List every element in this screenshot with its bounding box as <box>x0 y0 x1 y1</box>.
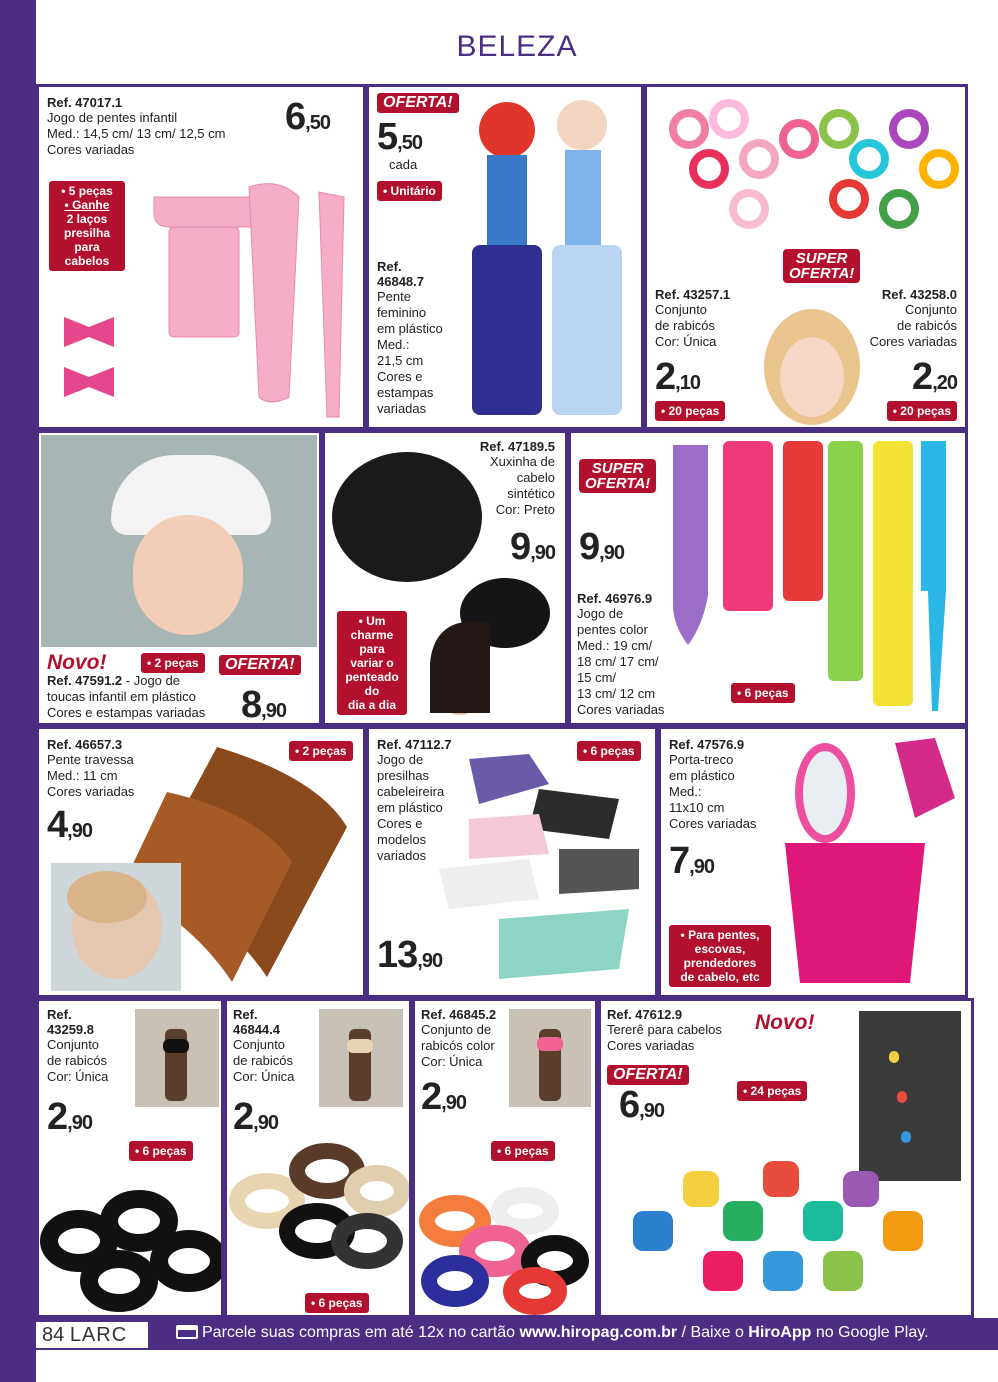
desc-3: Cor: Única <box>421 1054 483 1069</box>
desc-3: Cor: Única <box>47 1069 109 1084</box>
desc-2: presilhas <box>377 768 430 783</box>
ref: Ref. 47189.5 <box>479 439 555 454</box>
product-47591[interactable] <box>36 430 322 726</box>
combs-bows-image <box>59 177 359 427</box>
desc-1: Jogo de <box>377 752 424 767</box>
price-a: 2,10 <box>655 356 700 398</box>
desc-a-3: Cor: Única <box>655 334 717 349</box>
ponytail-image <box>135 1009 219 1107</box>
price: 8,90 <box>241 684 286 726</box>
price: 7,90 <box>669 840 714 882</box>
desc-2: Med.: 11 cm <box>47 768 118 783</box>
desc-4: Med.: <box>377 337 410 352</box>
desc-2: de rabicós <box>233 1053 293 1068</box>
price: 13,90 <box>377 934 443 976</box>
beads-image <box>603 1151 973 1317</box>
product-47576[interactable] <box>658 726 968 998</box>
price: 9,90 <box>510 526 555 568</box>
desc-7: Cores variadas <box>577 702 665 717</box>
hair-ties-image <box>649 89 965 249</box>
desc-1: Pente travessa <box>47 752 134 767</box>
basket-image <box>765 733 965 995</box>
ref: Ref. <box>377 259 402 274</box>
desc-6: Cores e <box>377 369 423 384</box>
ref-number: 46848.7 <box>377 274 424 289</box>
desc-1: Pente <box>377 289 411 304</box>
desc-4: 11x10 cm <box>669 800 725 815</box>
desc-2: de rabicós <box>47 1053 107 1068</box>
shower-cap-image <box>41 435 317 647</box>
desc-3: sintético <box>507 486 555 501</box>
product-47189[interactable] <box>322 430 568 726</box>
bullet-tag: • 6 peças <box>731 683 795 703</box>
desc-1: Conjunto de <box>421 1022 492 1037</box>
desc-1: Jogo de <box>577 606 624 621</box>
desc-3: Med.: 19 cm/ <box>577 638 653 653</box>
desc-1: - Jogo de <box>122 673 180 688</box>
black-ties-image <box>39 1181 224 1317</box>
bullet-tag: • 24 peças <box>737 1081 807 1101</box>
new-badge: Novo! <box>47 651 107 674</box>
desc-2: Med.: 14,5 cm/ 13 cm/ 12,5 cm <box>47 126 226 141</box>
ref: Ref. 46845.2 <box>421 1007 497 1022</box>
product-46657[interactable] <box>36 726 366 998</box>
ref-number: 43259.8 <box>47 1022 94 1037</box>
neutral-ties-image <box>227 1131 412 1317</box>
desc-1: Porta-treco <box>669 752 734 767</box>
price: 2,90 <box>233 1096 278 1138</box>
desc-a-2: de rabicós <box>655 318 715 333</box>
ref: Ref. 47576.9 <box>669 737 745 752</box>
ref: Ref. 46976.9 <box>577 591 653 606</box>
desc-8: variadas <box>377 401 427 416</box>
desc-2: rabicós color <box>421 1038 495 1053</box>
product-46976[interactable] <box>568 430 968 726</box>
desc-5: 15 cm/ <box>577 670 617 685</box>
bullet-tag: • 5 peças • Ganhe 2 laços presilha para cabelos <box>49 181 125 271</box>
bullet-tag-a: • 20 peças <box>655 401 725 421</box>
product-46844[interactable] <box>224 998 412 1318</box>
desc-1: Conjunto <box>233 1037 286 1052</box>
bullet-tag: • Para pentes, escovas, prendedores de cabelo, etc <box>669 925 771 987</box>
desc-5: Cores variadas <box>669 816 757 831</box>
product-46848[interactable] <box>366 84 644 430</box>
product-46845[interactable] <box>412 998 598 1318</box>
card-icon <box>176 1325 198 1339</box>
feminine-combs-image <box>457 95 637 425</box>
desc-4: Cor: Preto <box>495 502 555 517</box>
desc-2: em plástico <box>669 768 735 783</box>
price: 6,50 <box>285 96 330 138</box>
price: 2,90 <box>421 1076 466 1118</box>
desc-b-3: Cores variadas <box>869 334 957 349</box>
side-comb-image <box>47 737 362 995</box>
bullet-tag: • 6 peças <box>305 1293 369 1313</box>
brand-logo: LARC <box>69 1324 128 1346</box>
price: 4,90 <box>47 804 92 846</box>
product-47612[interactable] <box>598 998 974 1318</box>
desc-4: 18 cm/ 17 cm/ <box>577 654 659 669</box>
page-title: BELEZA <box>456 30 578 63</box>
desc-2: toucas infantil em plástico <box>47 689 196 704</box>
hiroapp-link[interactable]: HiroApp <box>748 1324 812 1341</box>
girl-image <box>757 287 867 427</box>
offer-badge: OFERTA! <box>607 1065 689 1085</box>
desc-1: Xuxinha de <box>489 454 555 469</box>
desc-2: Cores variadas <box>607 1038 695 1053</box>
desc-7: variados <box>377 848 427 863</box>
product-43257-43258[interactable] <box>644 84 968 430</box>
desc-5: 21,5 cm <box>377 353 424 368</box>
desc-3: Cores variadas <box>47 142 135 157</box>
price-b: 2,20 <box>912 356 957 398</box>
bullet-tag: • 6 peças <box>577 741 641 761</box>
desc-1: Conjunto <box>47 1037 100 1052</box>
desc-3: Cores variadas <box>47 784 135 799</box>
bullet-tag: • Um charme para variar o penteado do dia a dia <box>337 611 407 715</box>
desc-3: cabeleireira <box>377 784 445 799</box>
bullet-tag: • 6 peças <box>129 1141 193 1161</box>
price: 6,90 <box>619 1084 664 1126</box>
unit-label: cada <box>389 157 418 172</box>
ref: Ref. 47612.9 <box>607 1007 683 1022</box>
ref-number: 46844.4 <box>233 1022 280 1037</box>
offer-badge: OFERTA! <box>377 93 459 113</box>
desc-1: Jogo de pentes infantil <box>47 110 178 125</box>
ponytail-image <box>319 1009 403 1107</box>
desc-7: estampas <box>377 385 434 400</box>
desc-3: Cores e estampas variadas <box>47 705 206 720</box>
desc-2: pentes color <box>577 622 648 637</box>
ref: Ref. <box>47 1007 72 1022</box>
desc-b-2: de rabicós <box>897 318 957 333</box>
desc-b-1: Conjunto <box>904 302 957 317</box>
price: 5,50 <box>377 116 422 158</box>
desc-5: Cores e <box>377 816 423 831</box>
ref: Ref. 46657.3 <box>47 737 123 752</box>
desc-3: Med.: <box>669 784 702 799</box>
desc-6: modelos <box>377 832 427 847</box>
ref: Ref. 47112.7 <box>377 737 452 752</box>
desc-2: feminino <box>377 305 427 320</box>
hiropag-link[interactable]: www.hiropag.com.br <box>519 1324 678 1341</box>
super-offer-badge: SUPER OFERTA! <box>579 459 656 493</box>
product-47017[interactable] <box>36 84 366 430</box>
price: 2,90 <box>47 1096 92 1138</box>
woman-bun-image <box>415 573 565 723</box>
bullet-tag: • 2 peças <box>141 653 205 673</box>
bullet-tag: • 6 peças <box>491 1141 555 1161</box>
price: 9,90 <box>579 526 624 568</box>
ref-b: Ref. 43258.0 <box>881 287 957 302</box>
product-47112[interactable] <box>366 726 658 998</box>
desc-3: em plástico <box>377 321 443 336</box>
desc-1: Tererê para cabelos <box>607 1022 722 1037</box>
color-ties-image <box>415 1181 598 1317</box>
footer-text: Parcele suas compras em até 12x no cartão www.hiropag.com.br / Baixe o HiroApp no Google Play. <box>176 1321 929 1345</box>
desc-2: cabelo <box>516 470 555 485</box>
hair-clips-image <box>439 749 658 998</box>
super-offer-badge: SUPER OFERTA! <box>783 249 860 283</box>
ponytail-image <box>509 1009 591 1107</box>
ref: Ref. <box>233 1007 258 1022</box>
desc-a-1: Conjunto <box>655 302 708 317</box>
bullet-tag: • Unitário <box>377 181 442 201</box>
product-43259[interactable] <box>36 998 224 1318</box>
ref: Ref. 47591.2 <box>47 673 123 688</box>
desc-6: 13 cm/ 12 cm <box>577 686 656 701</box>
color-combs-image <box>663 435 963 723</box>
desc-3: Cor: Única <box>233 1069 295 1084</box>
offer-badge: OFERTA! <box>219 655 301 675</box>
bullet-tag-b: • 20 peças <box>887 401 957 421</box>
ref-a: Ref. 43257.1 <box>655 287 731 302</box>
desc-4: em plástico <box>377 800 443 815</box>
page-number: 84 LARC <box>36 1322 148 1348</box>
left-bar <box>0 0 36 1382</box>
bullet-tag: • 2 peças <box>289 741 353 761</box>
ref: Ref. 47017.1 <box>47 95 123 110</box>
new-badge: Novo! <box>755 1011 815 1034</box>
